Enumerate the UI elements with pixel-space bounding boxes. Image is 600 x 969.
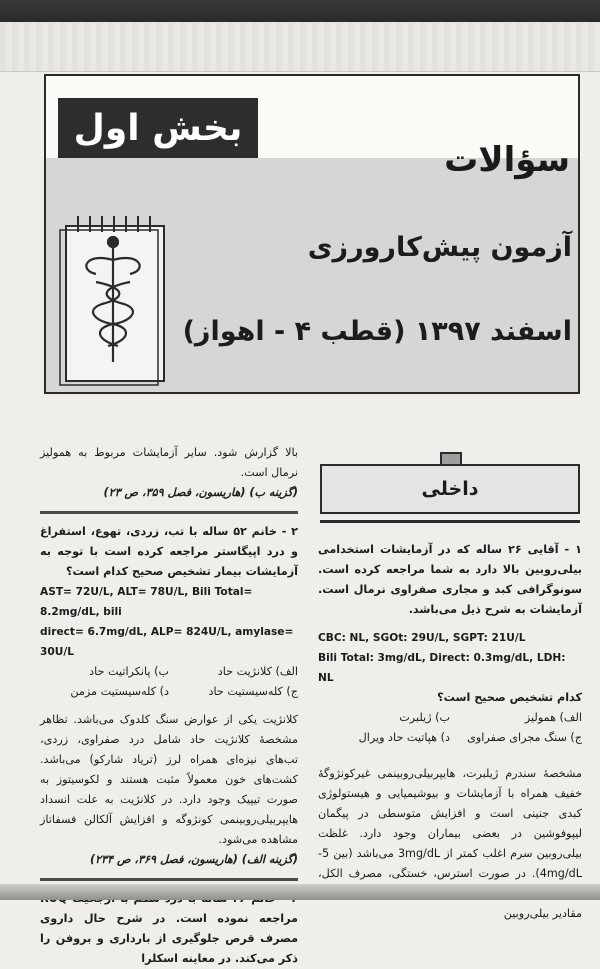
question-3-text: مراجعه نموده است. در شرح حال داروی مصرف قرص جلوگیری از بارداری و بروفن را ذکر می‌کند. در معاینه اسکلرا [40,912,298,965]
exam-date: اسفند ۱۳۹۷ (قطب ۴ - اهواز) [182,316,572,347]
section-label: بخش اول [58,98,258,158]
question-divider [40,511,298,514]
question-1-options [318,708,582,748]
caduceus-notepad-icon [56,212,176,387]
question-1-prompt: کدام تشخیص صحیح است؟ [437,691,582,704]
question-divider [40,878,298,881]
question-2-labs-line-1: AST= 72U/L, ALT= 78U/L, Bili Total= 8.2mg/dL, bili [40,586,253,618]
option-c[interactable]: ج) سنگ مجرای صفراوی [467,731,582,744]
question-1-text: ۱ - آقایی ۲۶ ساله که در آزمایشات استخدامی بیلی‌روبین بالا دارد به شما مراجعه کرده است. سونوگرافی کبد و مجاری صفراوی نرمال است. آزمایشات به شرح ذیل می‌باشد. [318,543,582,616]
question-2-options [40,662,298,702]
subject-tab: داخلی [320,464,580,514]
question-2-answer-text: کلانژیت یکی از عوارض سنگ کلدوک می‌باشد. تظاهر مشخصهٔ کلانژیت حاد شامل درد صفراوی، زردی، تب‌های نیزه‌ای همراه لرز (تریاد شارکو) می‌باشد. کشت‌های خون معمولاً مثبت هستند و لکوسیتوز به صورت تیپیک وجود دارد. در کلانژیت به علت انسداد هایپربیلی‌روبینمی کونژوگه و افزایش آلکالن فسفاتاز مشاهده می‌شود. [40,713,298,846]
question-1-labs-line-1: CBC: NL, SGOt: 29U/L, SGPT: 21U/L [318,632,526,644]
question-1-labs-line-2: Bili Total: 3mg/dL, Direct: 0.3mg/dL, LDH: NL [318,652,566,684]
top-texture-strip [0,22,600,72]
question-1-answer-text: مشخصهٔ سندرم ژیلبرت، هایپربیلی‌روبینمی غیرکونژوگهٔ خفیف همراه با آزمایشات و بیوشیمیایی و هیستولوژی کبدی جنینی است و افزایش متوسطی در پیگمان لیپوفوشین در بعضی بیماران وجود دارد. غلظت بیلی‌روبین سرم اغلب کمتر از 3mg/dL می‌باشد (بین 5-4mg/dL). در صورت استرس، خستگی، مصرف الکل، مقادیر بیلی‌روبین [318,767,582,920]
top-dark-band [0,0,600,22]
option-c[interactable]: ج) کله‌سیستیت حاد [208,685,298,698]
question-2-answer-reference: (گزینه الف) (هاریسون، فصل ۳۶۹، ص ۲۳۴) [89,853,298,866]
exam-title: آزمون پیش‌کارورزی [307,232,572,263]
option-b[interactable]: ب) پانکراتیت حاد [89,665,169,678]
option-d[interactable]: د) هپاتیت حاد ویرال [358,731,450,744]
prev-answer-reference: (گزینه ب) (هاریسون، فصل ۳۵۹، ص ۲۳) [103,486,298,499]
option-d[interactable]: د) کله‌سیستیت مزمن [70,685,169,698]
question-2-text: ۲ - خانم ۵۲ ساله با تب، زردی، تهوع، استفراغ و درد اپیگاستر مراجعه کرده است با توجه به آزمایشات بیمار تشخیص صحیح کدام است؟ [40,525,298,578]
question-2-labs-line-2: direct= 6.7mg/dL, ALP= 824U/L, amylase= 30U/L [40,626,294,658]
option-a[interactable]: الف) همولیز [524,711,582,724]
prev-answer-text: بالا گزارش شود. سایر آزمایشات مربوط به همولیز نرمال است. [40,446,298,479]
right-column [318,540,582,924]
option-b[interactable]: ب) ژیلبرت [399,711,450,724]
questions-heading: سؤالات [444,140,570,180]
option-a[interactable]: الف) کلانژیت حاد [217,665,298,678]
subject-divider [320,520,580,523]
bottom-band [0,884,600,900]
